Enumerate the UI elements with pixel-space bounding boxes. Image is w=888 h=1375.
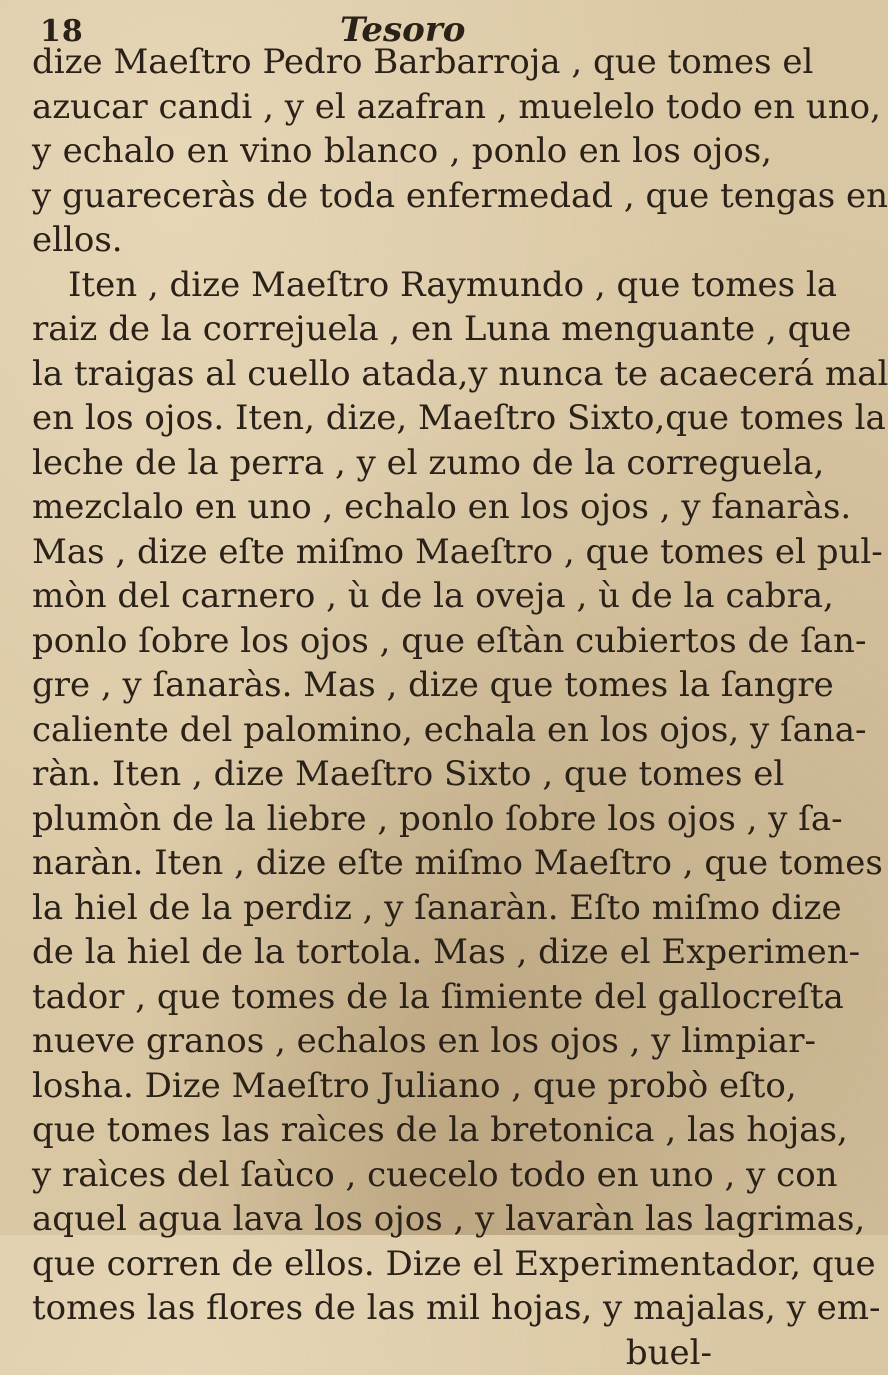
text-line: aquel agua lava los ojos , y lavaràn las lagrimas, [32,1197,772,1242]
text-line: ellos. [32,218,772,263]
text-line: y raìces del ſaùco , cuecelo todo en uno , y con [32,1153,772,1198]
body-text [32,40,772,1375]
text-line: losha. Dize Maeſtro Juliano , que probò eſto, [32,1064,772,1109]
text-line: y echalo en vino blanco , ponlo en los ojos, [32,129,772,174]
running-head: Tesoro [340,10,465,50]
text-line: raiz de la correjuela , en Luna menguante , que [32,307,772,352]
text-line: leche de la perra , y el zumo de la correguela, [32,441,772,486]
text-line: nueve granos , echalos en los ojos , y limpiar- [32,1019,772,1064]
text-line: dize Maeſtro Pedro Barbarroja , que tomes el [32,40,772,85]
text-line: gre , y ſanaràs. Mas , dize que tomes la ſangre [32,663,772,708]
text-line: de la hiel de la tortola. Mas , dize el Experimen- [32,930,772,975]
text-line: caliente del palomino, echala en los ojos, y ſana- [32,708,772,753]
text-line: tador , que tomes de la ſimiente del gallocreſta [32,975,772,1020]
text-line: que tomes las raìces de la bretonica , las hojas, [32,1108,772,1153]
text-line: y guareceràs de toda enfermedad , que tengas en [32,174,772,219]
text-line: Mas , dize eſte miſmo Maeſtro , que tomes el pul- [32,530,772,575]
text-line: que corren de ellos. Dize el Experimentador, que [32,1242,772,1287]
text-line: plumòn de la liebre , ponlo ſobre los ojos , y ſa- [32,797,772,842]
text-line: tomes las flores de las mil hojas, y majalas, y em- [32,1286,772,1331]
text-line: la hiel de la perdiz , y ſanaràn. Eſto miſmo dize [32,886,772,931]
text-line: Iten , dize Maeſtro Raymundo , que tomes la [32,263,772,308]
catchword: buel- [32,1331,772,1375]
text-line: naràn. Iten , dize eſte miſmo Maeſtro , que tomes [32,841,772,886]
text-line: la traigas al cuello atada,y nunca te acaecerá mal [32,352,772,397]
text-line: ràn. Iten , dize Maeſtro Sixto , que tomes el [32,752,772,797]
text-line: ponlo ſobre los ojos , que eſtàn cubiertos de ſan- [32,619,772,664]
text-line: mezclalo en uno , echalo en los ojos , y fanaràs. [32,485,772,530]
text-line: en los ojos. Iten, dize, Maeſtro Sixto,que tomes la [32,396,772,441]
text-line: mòn del carnero , ù de la oveja , ù de la cabra, [32,574,772,619]
text-line: azucar candi , y el azafran , muelelo todo en uno, [32,85,772,130]
page-number: 18 [40,14,84,49]
